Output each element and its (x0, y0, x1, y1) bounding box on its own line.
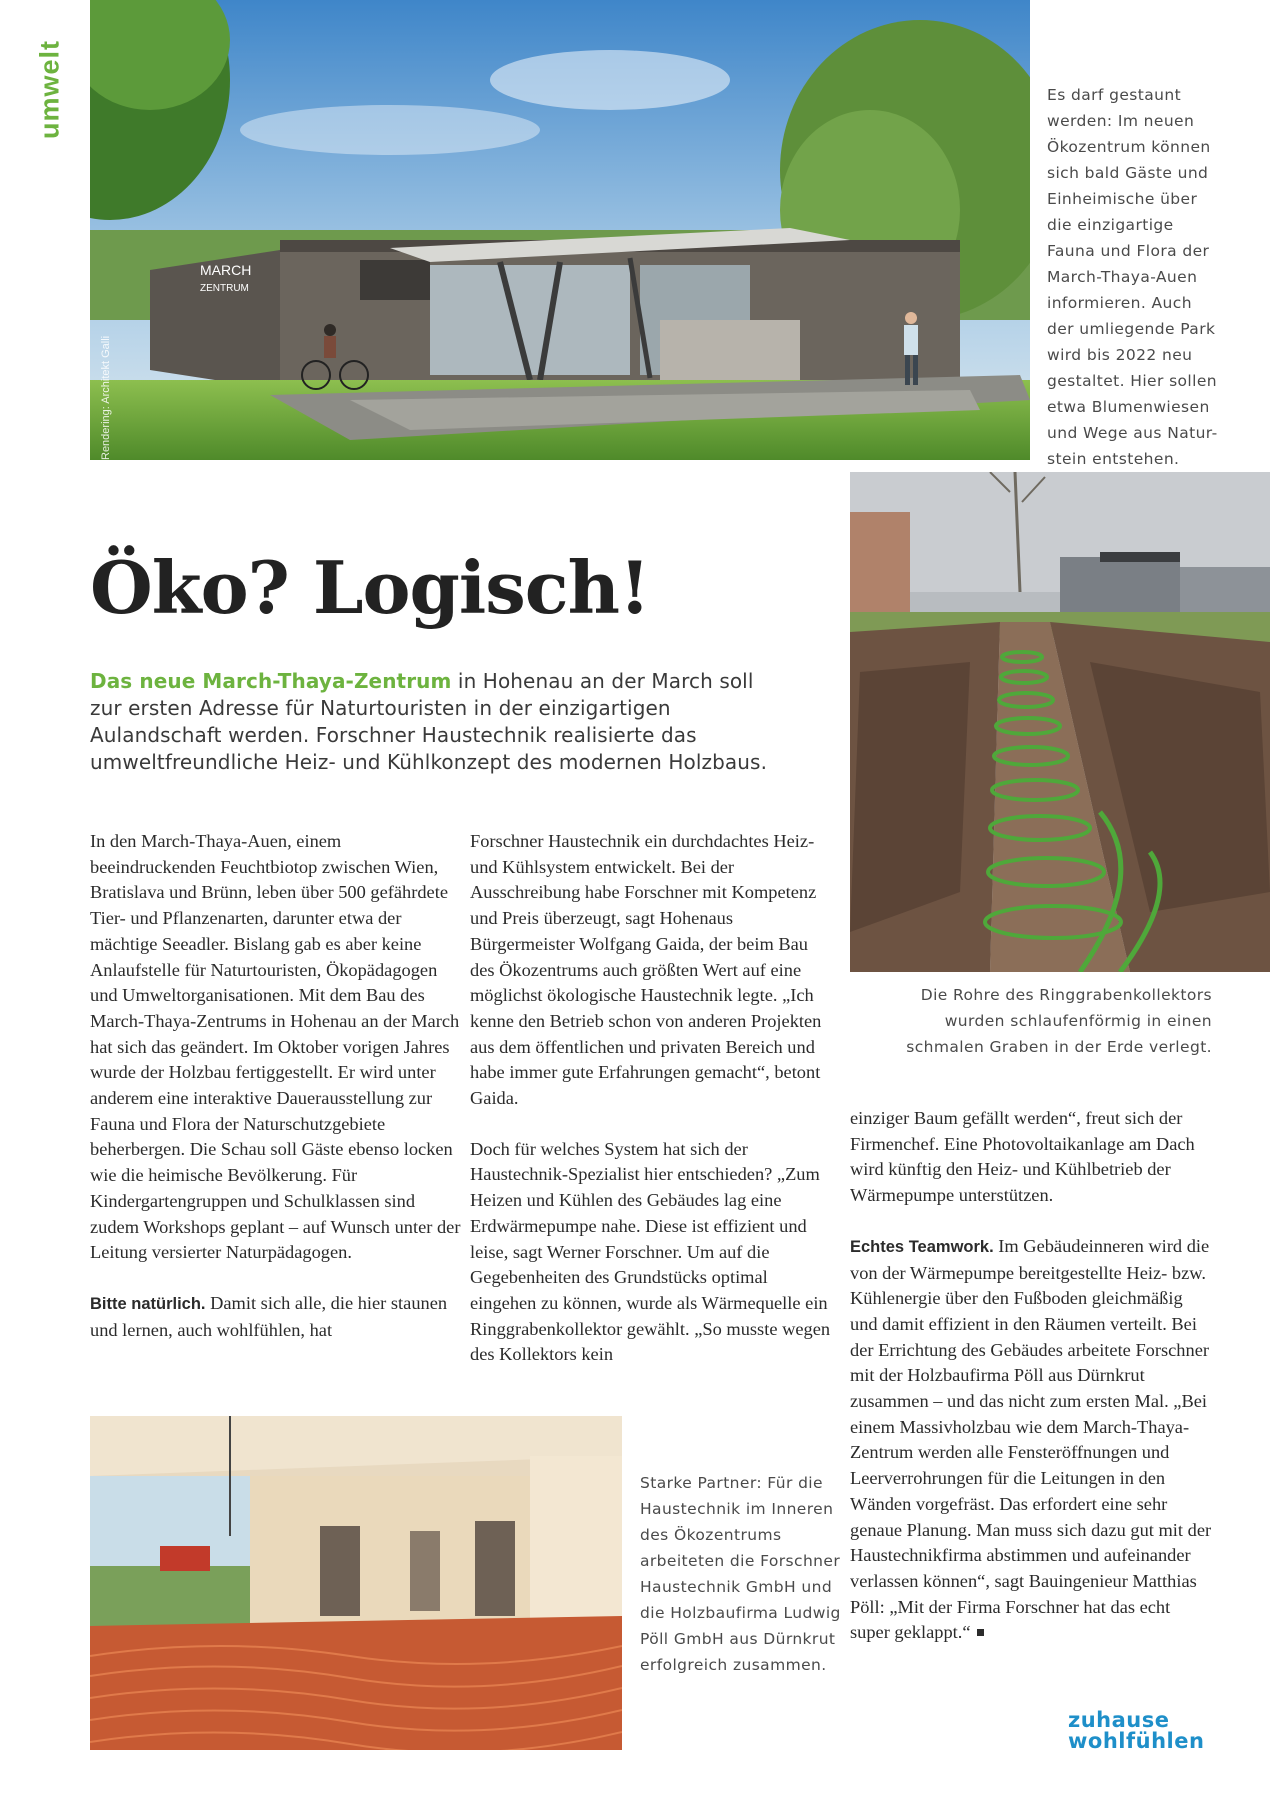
caption-line: sich bald Gäste und (1047, 164, 1209, 182)
caption-line: die Holzbaufirma Ludwig (640, 1604, 841, 1622)
article-lead (90, 668, 790, 776)
hero-image (90, 0, 1030, 460)
section-tag: umwelt (34, 40, 65, 140)
interior-caption (640, 1470, 850, 1678)
brand-logo (1068, 1710, 1208, 1752)
text-column-1 (90, 829, 462, 1368)
caption-line: etwa Blumenwiesen (1047, 398, 1210, 416)
lead-highlight: Das neue March-Thaya-Zentrum (90, 669, 452, 693)
caption-line: des Ökozentrums (640, 1526, 782, 1544)
caption-line: arbeiteten die Forschner (640, 1552, 841, 1570)
caption-line: informieren. Auch (1047, 294, 1192, 312)
article-title: Öko? Logisch! (90, 545, 650, 630)
caption-line: die einzigartige (1047, 216, 1174, 234)
paragraph: Forschner Haustechnik ein durchdachtes Heiz- und Kühlsystem entwickelt. Bei der Ausschreibung habe Forschner mit Kompetenz und Preis überzeugt, sagt Hohenaus Bürgermeister Wolfgang Gaida, der beim Bau des Ökozentrums auch größten Wert auf eine möglichst ökologische Haustechnik legte. „Ich kenne den Betrieb schon von anderen Projekten aus dem öffentlichen und privaten Bereich und habe immer gute Erfahrungen gemacht“, betont Gaida. (470, 831, 822, 1109)
brand-line: zuhause (1068, 1708, 1170, 1732)
caption-line: werden: Im neuen (1047, 112, 1195, 130)
caption-line: Haustechnik GmbH und (640, 1578, 833, 1596)
caption-line: stein entstehen. (1047, 450, 1180, 468)
hero-sign-line2: ZENTRUM (200, 283, 249, 294)
caption-line: Es darf gestaunt (1047, 86, 1182, 104)
caption-line: der umliegende Park (1047, 320, 1216, 338)
text-column-2 (470, 829, 832, 1393)
paragraph-text: Im Gebäudeinneren wird die von der Wärmepumpe bereitgestellte Heiz- bzw. Kühlenergie über den Fußboden gleichmäßig und damit effizient in den Räumen verteilt. Bei der Errichtung des Gebäudes arbeitete Forschner mit der Holzbaufirma Pöll aus Dürnkrut zusammen – und das nicht zum ersten Mal. „Bei einem Massivholzbau wie dem March-Thaya-Zentrum werden alle Fensteröffnungen und Leerverrohrungen für die Leitungen in den Wänden vorgefräst. Das erfordert eine sehr genaue Planung. Man muss sich dazu gut mit der Haustechnikfirma abstimmen und aufeinander verlassen können“, sagt Bauingenieur Matthias Pöll: „Mit der Firma Forschner hat das echt super geklappt.“ (850, 1235, 1212, 1643)
caption-line: Pöll GmbH aus Dürnkrut (640, 1630, 836, 1648)
caption-line: Die Rohre des Ringgrabenkollektors (920, 986, 1212, 1004)
caption-line: erfolgreich zusammen. (640, 1656, 827, 1674)
paragraph (850, 1234, 1212, 1646)
hero-caption (1047, 82, 1267, 472)
photo-credit: Rendering: Architekt Galli (100, 335, 112, 460)
trench-caption (850, 982, 1212, 1060)
caption-line: und Wege aus Natur- (1047, 424, 1218, 442)
caption-line: Ökozentrum können (1047, 138, 1211, 156)
caption-line: wurden schlaufenförmig in einen (944, 1012, 1212, 1030)
caption-line: Fauna und Flora der (1047, 242, 1210, 260)
caption-line: Einheimische über (1047, 190, 1198, 208)
hero-sign-line1: MARCH (200, 262, 252, 278)
brand-line: wohlfühlen (1068, 1729, 1205, 1753)
caption-line: wird bis 2022 neu (1047, 346, 1193, 364)
paragraph (90, 1291, 462, 1343)
run-in-heading: Echtes Teamwork. (850, 1237, 994, 1256)
interior-image (90, 1416, 622, 1750)
caption-line: gestaltet. Hier sollen (1047, 372, 1218, 390)
paragraph: Doch für welches System hat sich der Haustechnik-Spezialist hier entschieden? „Zum Heizen und Kühlen des Gebäudes lag eine Erdwärmepumpe nahe. Diese ist effizient und leise, sagt Werner Forschner. Um auf die Gegebenheiten des Grundstücks optimal eingehen zu können, wurde als Wärmequelle ein Ringgrabenkollektor gewählt. „So musste wegen des Kollektors kein (470, 1138, 831, 1365)
run-in-heading: Bitte natürlich. (90, 1294, 206, 1313)
text-column-3 (850, 1106, 1212, 1671)
caption-line: schmalen Graben in der Erde verlegt. (906, 1038, 1212, 1056)
paragraph-text: Damit sich alle, die hier staunen und lernen, auch wohlfühlen, hat (90, 1292, 448, 1340)
caption-line: Haustechnik im Inneren (640, 1500, 834, 1518)
end-mark (977, 1629, 984, 1636)
paragraph: In den March-Thaya-Auen, einem beeindruckenden Feuchtbiotop zwischen Wien, Bratislava und Brünn, leben über 500 gefährdete Tier- und Pflanzenarten, darunter etwa der mächtige Seeadler. Bislang gab es aber keine Anlaufstelle für Naturtouristen, Ökopädagogen und Umweltorganisationen. Mit dem Bau des March-Thaya-Zentrums in Hohenau an der March hat sich das geändert. Im Oktober vorigen Jahres wurde der Holzbau fertiggestellt. Er wird unter anderem eine interaktive Dauerausstellung zur Fauna und Flora der Naturschutzgebiete beherbergen. Die Schau soll Gäste ebenso locken wie die heimische Bevölkerung. Für Kindergartengruppen und Schulklassen sind zudem Workshops geplant – auf Wunsch unter der Leitung versierter Naturpädagogen. (90, 831, 461, 1263)
trench-image (850, 472, 1270, 972)
lead-text: in Hohenau an der March soll zur ersten Adresse für Naturtouristen in der einzigartigen Aulandschaft werden. Forschner Haustechnik realisierte das umweltfreundliche Heiz- und Kühlkonzept des modernen Holzbaus. (90, 669, 768, 774)
caption-line: March-Thaya-Auen (1047, 268, 1198, 286)
paragraph: einziger Baum gefällt werden“, freut sich der Firmenchef. Eine Photovoltaikanlage am Dach wird künftig den Heiz- und Kühlbetrieb der Wärmepumpe unterstützen. (850, 1108, 1195, 1206)
caption-line: Starke Partner: Für die (640, 1474, 823, 1492)
